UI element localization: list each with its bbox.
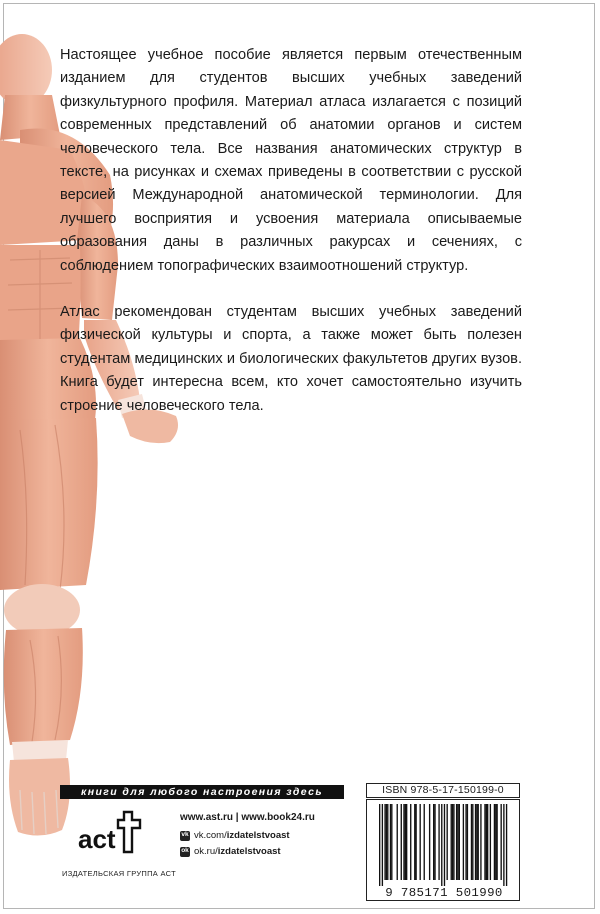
barcode-bar bbox=[456, 804, 457, 880]
barcode-bar bbox=[447, 804, 448, 880]
barcode-bar bbox=[459, 804, 460, 880]
barcode-bar bbox=[503, 804, 504, 886]
barcode-bar bbox=[452, 804, 453, 880]
barcode-bar bbox=[451, 804, 452, 880]
barcode-bar bbox=[424, 804, 425, 880]
barcode-bar bbox=[441, 804, 442, 886]
social-ok-handle: izdatelstvoast bbox=[217, 846, 281, 857]
figure-thigh bbox=[0, 418, 98, 590]
website-links[interactable]: www.ast.ru | www.book24.ru bbox=[180, 812, 315, 823]
social-vk-link[interactable] bbox=[180, 830, 290, 841]
barcode-bar bbox=[453, 804, 454, 880]
social-ok-link[interactable] bbox=[180, 846, 281, 857]
social-vk-prefix: vk.com/ bbox=[194, 830, 227, 841]
barcode-bar bbox=[444, 804, 445, 886]
ean13-barcode bbox=[367, 800, 519, 900]
vk-icon: vk bbox=[180, 831, 190, 841]
barcode-bar bbox=[478, 804, 479, 880]
barcode-bar bbox=[387, 804, 388, 880]
barcode-bar bbox=[476, 804, 477, 880]
description-paragraph-1: Настоящее учебное пособие является первым отечественным изданием для студентов высших учебных заведений физкультурного профиля. Материал атласа излагается с позиций современных представлений об анатомии органов и систем человеческого тела. Все названия анатомических структур в тексте, на рисунках и схемах приведены в соответствии с русской версией Международной анатомической терминологии. Для лучшего восприятия и усвоения материала описываемые образования даны в различных ракурсах и сечениях, с соблюдением топографических взаимоотношений структур. bbox=[60, 47, 522, 274]
barcode-bar bbox=[471, 804, 472, 880]
barcode-bar bbox=[390, 804, 391, 880]
barcode-bar bbox=[379, 804, 380, 886]
barcode-area bbox=[366, 799, 520, 901]
barcode-bar bbox=[391, 804, 392, 880]
barcode-bar bbox=[405, 804, 406, 880]
barcode-bar bbox=[475, 804, 476, 880]
ean-digits: 9 785171 501990 bbox=[385, 886, 503, 900]
logo-cross-icon bbox=[118, 812, 140, 852]
barcode-bar bbox=[486, 804, 487, 880]
publisher-logo bbox=[78, 808, 154, 860]
barcode-bar bbox=[415, 804, 416, 880]
barcode-bar bbox=[495, 804, 496, 880]
barcode-bar bbox=[382, 804, 383, 886]
barcode-bar bbox=[410, 804, 411, 880]
barcode-bar bbox=[467, 804, 468, 880]
description-paragraph-2: Атлас рекомендован студентам высших учебных заведений физической культуры и спорта, а также может быть полезен студентам медицинских и биологических факультетов других вузов. Книга будет интересна всем, кто хочет самостоятельно изучить строение человеческого тела. bbox=[60, 304, 522, 414]
barcode-bar bbox=[397, 804, 398, 880]
barcode-bar bbox=[438, 804, 439, 880]
barcode-bar bbox=[480, 804, 481, 880]
social-ok-prefix: ok.ru/ bbox=[194, 846, 218, 857]
barcode-bar bbox=[487, 804, 488, 880]
barcode-bar bbox=[434, 804, 435, 880]
barcode-bar bbox=[433, 804, 434, 880]
description-text bbox=[60, 44, 522, 418]
figure-knee bbox=[4, 584, 80, 636]
barcode-bar bbox=[484, 804, 485, 880]
barcode-bar bbox=[457, 804, 458, 880]
isbn-label: ISBN 978-5-17-150199-0 bbox=[366, 783, 520, 798]
barcode-bar bbox=[429, 804, 430, 880]
figure-lower-leg bbox=[4, 628, 83, 745]
logo-text: act bbox=[78, 824, 116, 854]
barcode-bar bbox=[465, 804, 466, 880]
barcode-bar bbox=[420, 804, 421, 880]
barcode-bar bbox=[506, 804, 507, 886]
barcode-bar bbox=[496, 804, 497, 880]
publisher-group-name: ИЗДАТЕЛЬСКАЯ ГРУППА АСТ bbox=[62, 869, 176, 878]
barcode-bar bbox=[401, 804, 402, 880]
ok-icon: ok bbox=[180, 847, 190, 857]
barcode-bar bbox=[384, 804, 385, 880]
barcode-bar bbox=[501, 804, 502, 880]
isbn-barcode-block bbox=[366, 783, 520, 901]
barcode-bar bbox=[414, 804, 415, 880]
social-vk-handle: izdatelstvoast bbox=[226, 830, 290, 841]
barcode-bar bbox=[463, 804, 464, 880]
barcode-bar bbox=[494, 804, 495, 880]
barcode-bar bbox=[490, 804, 491, 880]
barcode-bar bbox=[403, 804, 404, 880]
barcode-bar bbox=[386, 804, 387, 880]
barcode-bar bbox=[406, 804, 407, 880]
barcode-bar bbox=[472, 804, 473, 880]
series-tagline: книги для любого настроения здесь bbox=[60, 785, 344, 799]
